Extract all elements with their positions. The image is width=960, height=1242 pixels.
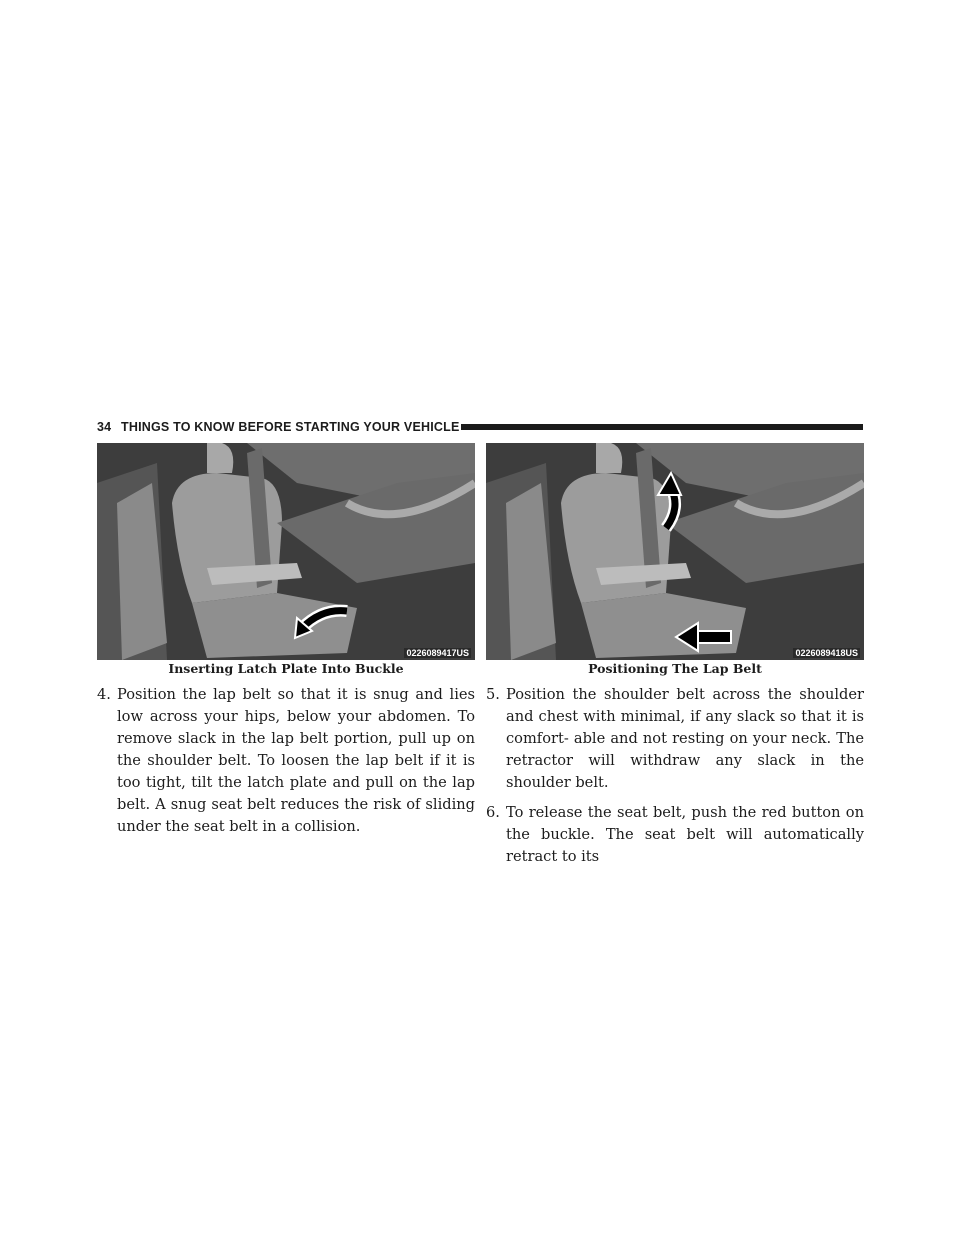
figure-code: 0226089418US <box>795 648 858 658</box>
figure-caption: Positioning The Lap Belt <box>588 661 762 676</box>
step-text: Position the shoulder belt across the shoulder and chest with minimal, if any slack so that it is comfort- able and not resting on your neck. The retractor will withdraw any slack in the shoulder belt. <box>506 686 864 791</box>
list-item <box>486 802 864 868</box>
left-column <box>97 684 475 846</box>
section-title: THINGS TO KNOW BEFORE STARTING YOUR VEHICLE <box>121 420 460 434</box>
step-text: Position the lap belt so that it is snug and lies low across your hips, below your abdomen. To remove slack in the lap belt portion, pull up on the shoulder belt. To loosen the lap belt if it is too tight, tilt the latch plate and pull on the lap belt. A snug seat belt reduces the risk of sliding under the seat belt in a collision. <box>117 686 475 835</box>
step-number: 5. <box>486 686 500 703</box>
page-number: 34 <box>97 420 112 434</box>
figure-positioning-lap-belt <box>486 443 864 660</box>
figure-inserting-latch-plate <box>97 443 475 660</box>
seat-illustration-right <box>486 443 864 660</box>
list-item <box>97 684 475 838</box>
figure-code: 0226089417US <box>406 648 469 658</box>
list-item <box>486 684 864 794</box>
header-rule <box>461 424 863 430</box>
step-text: To release the seat belt, push the red button on the buckle. The seat belt will automatically retract to its <box>506 804 864 865</box>
page-header <box>97 418 863 438</box>
seat-illustration-left <box>97 443 475 660</box>
step-number: 6. <box>486 804 500 821</box>
step-number: 4. <box>97 686 111 703</box>
right-column <box>486 684 864 876</box>
figure-caption: Inserting Latch Plate Into Buckle <box>168 661 404 676</box>
